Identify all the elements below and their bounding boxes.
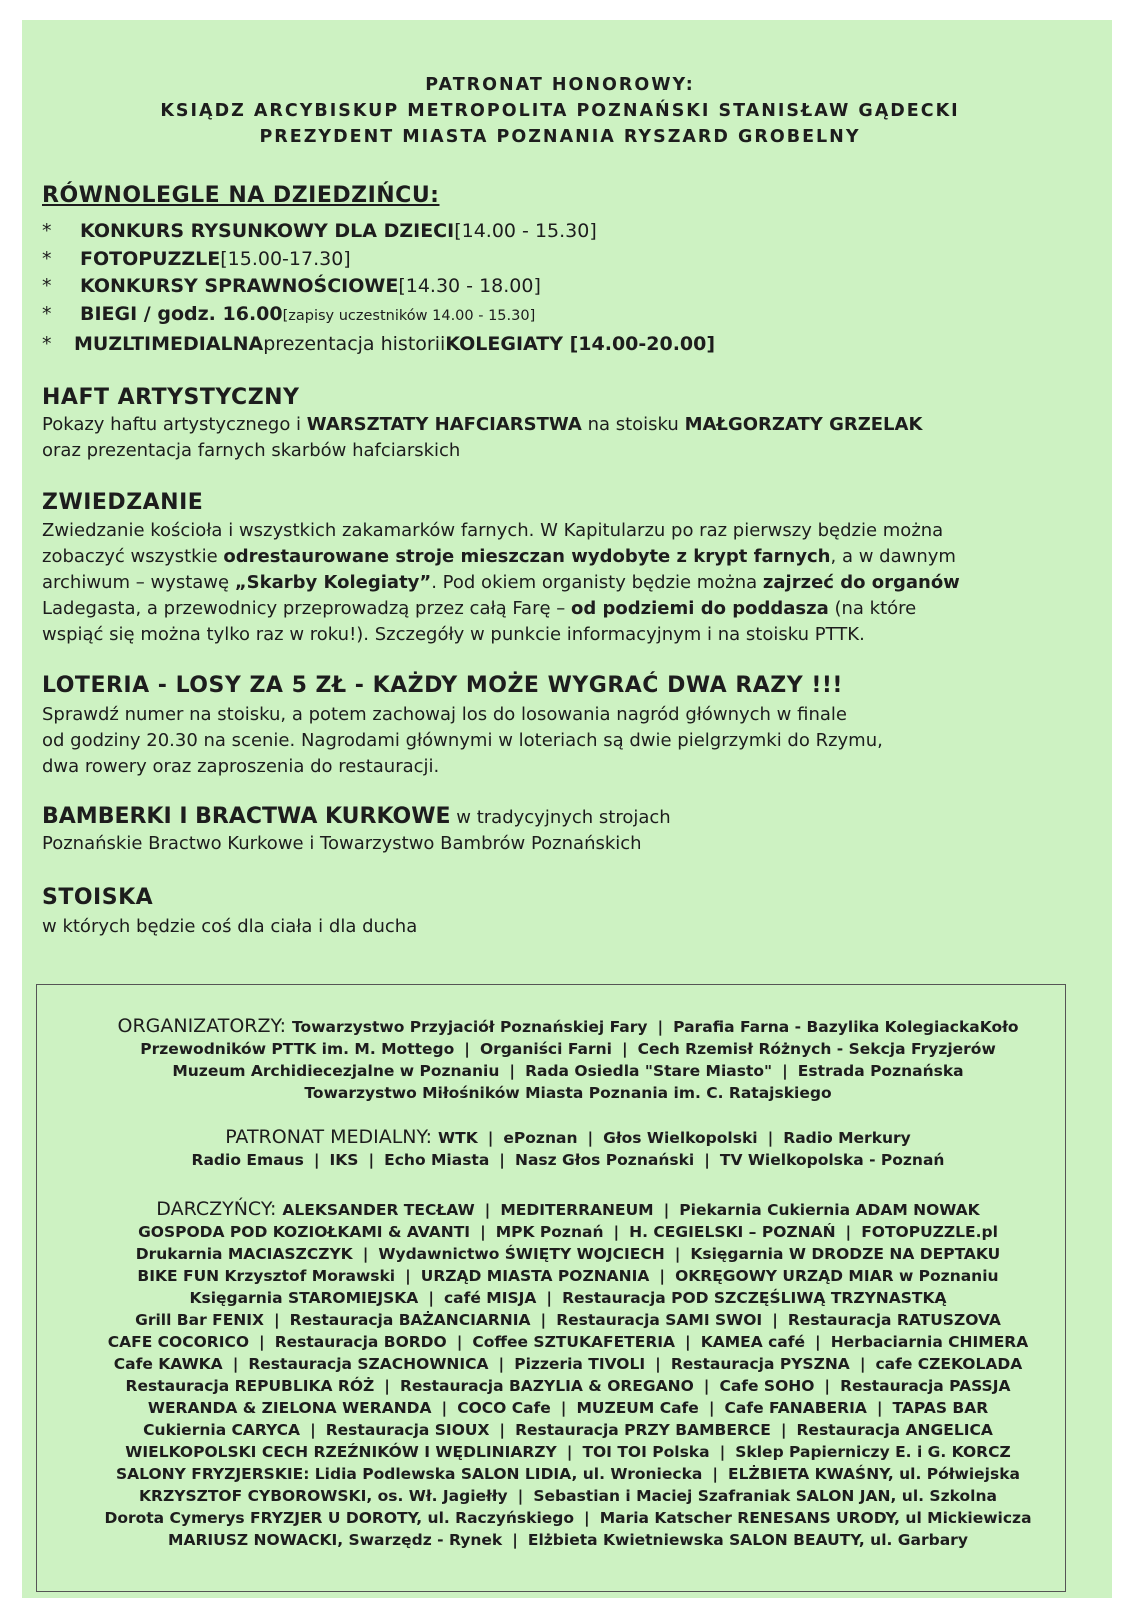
organizatorzy-heading: ORGANIZATORZY: — [117, 1015, 293, 1037]
sponsor-name: H. CEGIELSKI – POZNAŃ — [629, 1223, 836, 1241]
sponsor-name: MUZEUM Cafe — [576, 1399, 699, 1417]
sponsor-name: Cukiernia CARYCA — [143, 1421, 301, 1439]
darczyncy-line — [0, 1221, 1136, 1243]
sponsor-name: TV Wielkopolska - Poznań — [719, 1151, 945, 1169]
sponsor-name: Estrada Poznańska — [797, 1062, 964, 1080]
separator: | — [517, 1487, 524, 1505]
darczyncy-line — [0, 1287, 1136, 1309]
sponsor-name: ALEKSANDER TECŁAW — [282, 1201, 475, 1219]
sponsor-name: Organiści Farni — [479, 1040, 612, 1058]
patronat_medialny-line — [0, 1149, 1136, 1171]
sponsor-name: Radio Merkury — [783, 1129, 911, 1147]
organizatorzy-line — [0, 1082, 1136, 1104]
darczyncy-line — [0, 1309, 1136, 1331]
organizatorzy-line — [0, 1015, 1136, 1038]
darczyncy-line — [0, 1485, 1136, 1507]
darczyncy-line — [0, 1375, 1136, 1397]
sponsor-name: Echo Miasta — [384, 1151, 490, 1169]
sponsor-name: Przewodników PTTK im. M. Mottego — [140, 1040, 455, 1058]
separator: | — [546, 1289, 553, 1307]
sponsor-name: MARIUSZ NOWACKI, Swarzędz - Rynek — [168, 1531, 503, 1549]
sponsor-name: KAMEA café — [700, 1333, 806, 1351]
separator: | — [540, 1311, 547, 1329]
darczyncy-line — [0, 1463, 1136, 1485]
sponsor-name: Parafia Farna - Bazylika KolegiackaKoło — [673, 1018, 1019, 1036]
separator: | — [719, 1443, 726, 1461]
sponsor-name: ePoznan — [503, 1129, 578, 1147]
sightseeing-text: Zwiedzanie kościoła i wszystkich zakamarków farnych. W Kapitularzu po raz pierwszy będzie można zobaczyć wszystkie odrestaurowane stroje mieszczan wydobyte z krypt farnych, a w dawnym archiwum – wystawę „Skarby Kolegiaty”. Pod okiem organisty będzie można zajrzeć do organów Ladegasta, a przewodnicy przeprowadzą przez całą Farę – od podziemi do poddasza (na które wspiąć się można tylko raz w roku!). Szczegóły w punkcie informacyjnym i na stoisku PTTK. — [42, 520, 960, 645]
sponsor-name: GOSPODA POD KOZIOŁKAMI & AVANTI — [138, 1223, 471, 1241]
sponsor-name: Księgarnia STAROMIEJSKA — [189, 1289, 419, 1307]
list-item: * FOTOPUZZLE [15.00-17.30] — [42, 247, 351, 270]
honorary-patronage — [0, 72, 1120, 150]
sponsor-name: Rada Osiedla "Stare Miasto" — [525, 1062, 773, 1080]
separator: | — [704, 1151, 710, 1169]
darczyncy-line — [0, 1419, 1136, 1441]
sponsor-name: Towarzystwo Przyjaciół Poznańskiej Fary — [292, 1018, 648, 1036]
sponsor-name: Restauracja PYSZNA — [670, 1355, 850, 1373]
sponsor-name: Restauracja POD SZCZĘŚLIWĄ TRZYNASTKĄ — [562, 1289, 947, 1307]
sponsor-name: Księgarnia W DRODZE NA DEPTAKU — [690, 1245, 1001, 1263]
patronat_medialny-heading: PATRONAT MEDIALNY: — [225, 1126, 439, 1148]
sponsor-name: TAPAS BAR — [892, 1399, 989, 1417]
separator: | — [587, 1129, 594, 1147]
separator: | — [655, 1355, 661, 1373]
separator: | — [509, 1062, 516, 1080]
separator: | — [464, 1040, 470, 1058]
bamberki-title: BAMBERKI I BRACTWA KURKOWE — [42, 804, 451, 829]
separator: | — [499, 1421, 506, 1439]
parallel-events-list — [42, 218, 715, 358]
sponsor-name: cafe CZEKOLADA — [875, 1355, 1023, 1373]
header-line-1: PATRONAT HONOROWY: — [425, 75, 695, 95]
darczyncy-line — [0, 1507, 1136, 1529]
embroidery-title: HAFT ARTYSTYCZNY — [42, 385, 300, 410]
sponsor-name: Towarzystwo Miłośników Miasta Poznania im. C. Ratajskiego — [304, 1084, 832, 1102]
darczyncy-line — [0, 1331, 1136, 1353]
separator: | — [368, 1151, 375, 1169]
separator: | — [685, 1333, 691, 1351]
sponsor-name: Sklep Papierniczy E. i G. KORCZ — [735, 1443, 1011, 1461]
separator: | — [659, 1267, 666, 1285]
sponsor-name: Muzeum Archidiecezjalne w Poznaniu — [172, 1062, 500, 1080]
parallel-events-title: RÓWNOLEGLE NA DZIEDZIŃCU: — [42, 183, 440, 208]
sponsor-name: Restauracja SIOUX — [325, 1421, 490, 1439]
sponsor-name: Radio Emaus — [191, 1151, 304, 1169]
sponsor-name: Cafe KAWKA — [113, 1355, 223, 1373]
list-item: * BIEGI / godz. 16.00 [zapisy uczestników 14.00 - 15.30] — [42, 302, 536, 325]
sponsor-name: Restauracja RATUSZOVA — [787, 1311, 1001, 1329]
sponsor-name: WERANDA & ZIELONA WERANDA — [147, 1399, 432, 1417]
organizatorzy-line — [0, 1060, 1136, 1082]
separator: | — [499, 1151, 505, 1169]
separator: | — [876, 1399, 883, 1417]
darczyncy-line — [0, 1265, 1136, 1287]
darczyncy-line — [0, 1529, 1136, 1551]
separator: | — [232, 1355, 239, 1373]
separator: | — [512, 1531, 518, 1549]
sponsor-name: WIELKOPOLSKI CECH RZEŹNIKÓW I WĘDLINIARZY — [125, 1443, 557, 1461]
separator: | — [384, 1377, 390, 1395]
sightseeing-title: ZWIEDZANIE — [42, 490, 204, 515]
separator: | — [273, 1311, 280, 1329]
sponsor-name: Głos Wielkopolski — [603, 1129, 758, 1147]
separator: | — [782, 1062, 788, 1080]
separator: | — [780, 1421, 787, 1439]
sponsor-name: Dorota Cymerys FRYZJER U DOROTY, ul. Raczyńskiego — [104, 1509, 575, 1527]
separator: | — [674, 1245, 681, 1263]
separator: | — [584, 1509, 590, 1527]
separator: | — [708, 1399, 715, 1417]
sponsor-name: Cafe FANABERIA — [724, 1399, 867, 1417]
sponsor-name: Maria Katscher RENESANS URODY, ul Mickiewicza — [599, 1509, 1032, 1527]
embroidery-text: Pokazy haftu artystycznego i WARSZTATY HAFCIARSTWA na stoisku MAŁGORZATY GRZELAK oraz prezentacja farnych skarbów hafciarskich — [42, 414, 923, 461]
separator: | — [815, 1333, 821, 1351]
separator: | — [767, 1129, 774, 1147]
sponsor-name: Restauracja PRZY BAMBERCE — [515, 1421, 771, 1439]
sponsor-name: Restauracja REPUBLIKA RÓŻ — [125, 1377, 375, 1395]
sponsor-name: KRZYSZTOF CYBOROWSKI, os. Wł. Jagiełły — [139, 1487, 508, 1505]
sponsor-name: Cafe SOHO — [719, 1377, 815, 1395]
sponsor-name: Restauracja BORDO — [274, 1333, 447, 1351]
separator: | — [456, 1333, 463, 1351]
separator: | — [657, 1018, 664, 1036]
darczyncy-heading: DARCZYŃCY: — [156, 1198, 283, 1220]
separator: | — [703, 1377, 710, 1395]
sponsor-name: Nasz Głos Poznański — [514, 1151, 695, 1169]
separator: | — [405, 1267, 411, 1285]
sponsor-name: MPK Poznań — [495, 1223, 604, 1241]
sponsor-name: Restauracja BAZYLIA & OREGANO — [399, 1377, 694, 1395]
separator: | — [310, 1421, 316, 1439]
sponsor-name: BIKE FUN Krzysztof Morawski — [137, 1267, 396, 1285]
separator: | — [613, 1223, 620, 1241]
sponsor-name: Restauracja PASSJA — [840, 1377, 1011, 1395]
darczyncy-line — [0, 1353, 1136, 1375]
sponsor-name: MEDITERRANEUM — [500, 1201, 654, 1219]
stalls-text: w których będzie coś dla ciała i dla ducha — [42, 916, 418, 937]
donors-block — [0, 1198, 1136, 1551]
lottery-text: Sprawdź numer na stoisku, a potem zachowaj los do losowania nagród głównych w finale od godziny 20.30 na scenie. Nagrodami głównymi w loteriach są dwie pielgrzymki do Rzymu, dwa rowery oraz zaproszenia do restauracji. — [42, 704, 883, 777]
separator: | — [428, 1289, 434, 1307]
separator: | — [663, 1201, 670, 1219]
sponsor-name: Sebastian i Maciej Szafraniak SALON JAN, ul. Szkolna — [533, 1487, 997, 1505]
separator: | — [480, 1223, 486, 1241]
sponsor-name: COCO Cafe — [457, 1399, 551, 1417]
sponsor-name: OKRĘGOWY URZĄD MIAR w Poznaniu — [675, 1267, 999, 1285]
list-item: * KONKURSY SPRAWNOŚCIOWE [14.30 - 18.00] — [42, 275, 541, 297]
sponsor-name: Restauracja SAMI SWOI — [556, 1311, 763, 1329]
sponsor-name: IKS — [329, 1151, 359, 1169]
sponsor-name: URZĄD MIASTA POZNANIA — [420, 1267, 650, 1285]
separator: | — [484, 1201, 491, 1219]
sponsor-name: Piekarnia Cukiernia ADAM NOWAK — [679, 1201, 980, 1219]
separator: | — [566, 1443, 573, 1461]
separator: | — [498, 1355, 505, 1373]
lottery-title: LOTERIA - LOSY ZA 5 ZŁ - KAŻDY MOŻE WYGRAĆ DWA RAZY !!! — [42, 673, 843, 698]
list-item: * KONKURS RYSUNKOWY DLA DZIECI [14.00 - 15.30] — [42, 220, 597, 242]
sponsor-name: Elżbieta Kwietniewska SALON BEAUTY, ul. Garbary — [527, 1531, 968, 1549]
sponsor-name: ELŻBIETA KWAŚNY, ul. Półwiejska — [728, 1465, 1020, 1483]
separator: | — [259, 1333, 265, 1351]
separator: | — [441, 1399, 448, 1417]
sponsor-name: Restauracja SZACHOWNICA — [248, 1355, 489, 1373]
sponsor-name: FOTOPUZZLE.pl — [861, 1223, 998, 1241]
sponsor-name: Herbaciarnia CHIMERA — [830, 1333, 1029, 1351]
separator: | — [859, 1355, 866, 1373]
sponsor-name: WTK — [438, 1129, 478, 1147]
header-line-2: KSIĄDZ ARCYBISKUP METROPOLITA POZNAŃSKI STANISŁAW GĄDECKI — [160, 101, 960, 121]
organizatorzy-line — [0, 1038, 1136, 1060]
sponsor-name: TOI TOI Polska — [582, 1443, 710, 1461]
patronat_medialny-line — [0, 1126, 1136, 1149]
separator: | — [560, 1399, 567, 1417]
separator: | — [845, 1223, 852, 1241]
darczyncy-line — [0, 1198, 1136, 1221]
bamberki-section: BAMBERKI I BRACTWA KURKOWE w tradycyjnych strojach Poznańskie Bractwo Kurkowe i Towarzystwo Bambrów Poznańskich — [42, 804, 671, 854]
organizers-block — [0, 1015, 1136, 1104]
separator: | — [712, 1465, 719, 1483]
sponsor-name: Drukarnia MACIASZCZYK — [135, 1245, 353, 1263]
sponsor-name: Coffee SZTUKAFETERIA — [472, 1333, 676, 1351]
sponsor-name: café MISJA — [443, 1289, 537, 1307]
separator: | — [487, 1129, 494, 1147]
separator: | — [313, 1151, 320, 1169]
sponsor-name: Restauracja ANGELICA — [796, 1421, 993, 1439]
sponsor-name: CAFE COCORICO — [107, 1333, 250, 1351]
sponsor-name: Pizzeria TIVOLI — [514, 1355, 646, 1373]
separator: | — [621, 1040, 628, 1058]
separator: | — [772, 1311, 778, 1329]
darczyncy-line — [0, 1243, 1136, 1265]
sponsor-name: Restauracja BAŻANCIARNIA — [289, 1311, 531, 1329]
list-item: * MUZLTIMEDIALNA prezentacja historii KOLEGIATY [14.00-20.00] — [42, 332, 716, 355]
darczyncy-line — [0, 1441, 1136, 1463]
media-patronage-block — [0, 1126, 1136, 1171]
sponsor-name: Wydawnictwo ŚWIĘTY WOJCIECH — [378, 1245, 665, 1263]
sponsor-name: Grill Bar FENIX — [135, 1311, 264, 1329]
sponsor-name: SALONY FRYZJERSKIE: Lidia Podlewska SALON LIDIA, ul. Wroniecka — [116, 1465, 703, 1483]
sponsor-name: Cech Rzemisł Różnych - Sekcja Fryzjerów — [637, 1040, 996, 1058]
darczyncy-line — [0, 1397, 1136, 1419]
header-line-3: PREZYDENT MIASTA POZNANIA RYSZARD GROBELNY — [259, 127, 861, 147]
separator: | — [824, 1377, 831, 1395]
stalls-title: STOISKA — [42, 885, 154, 910]
separator: | — [362, 1245, 369, 1263]
